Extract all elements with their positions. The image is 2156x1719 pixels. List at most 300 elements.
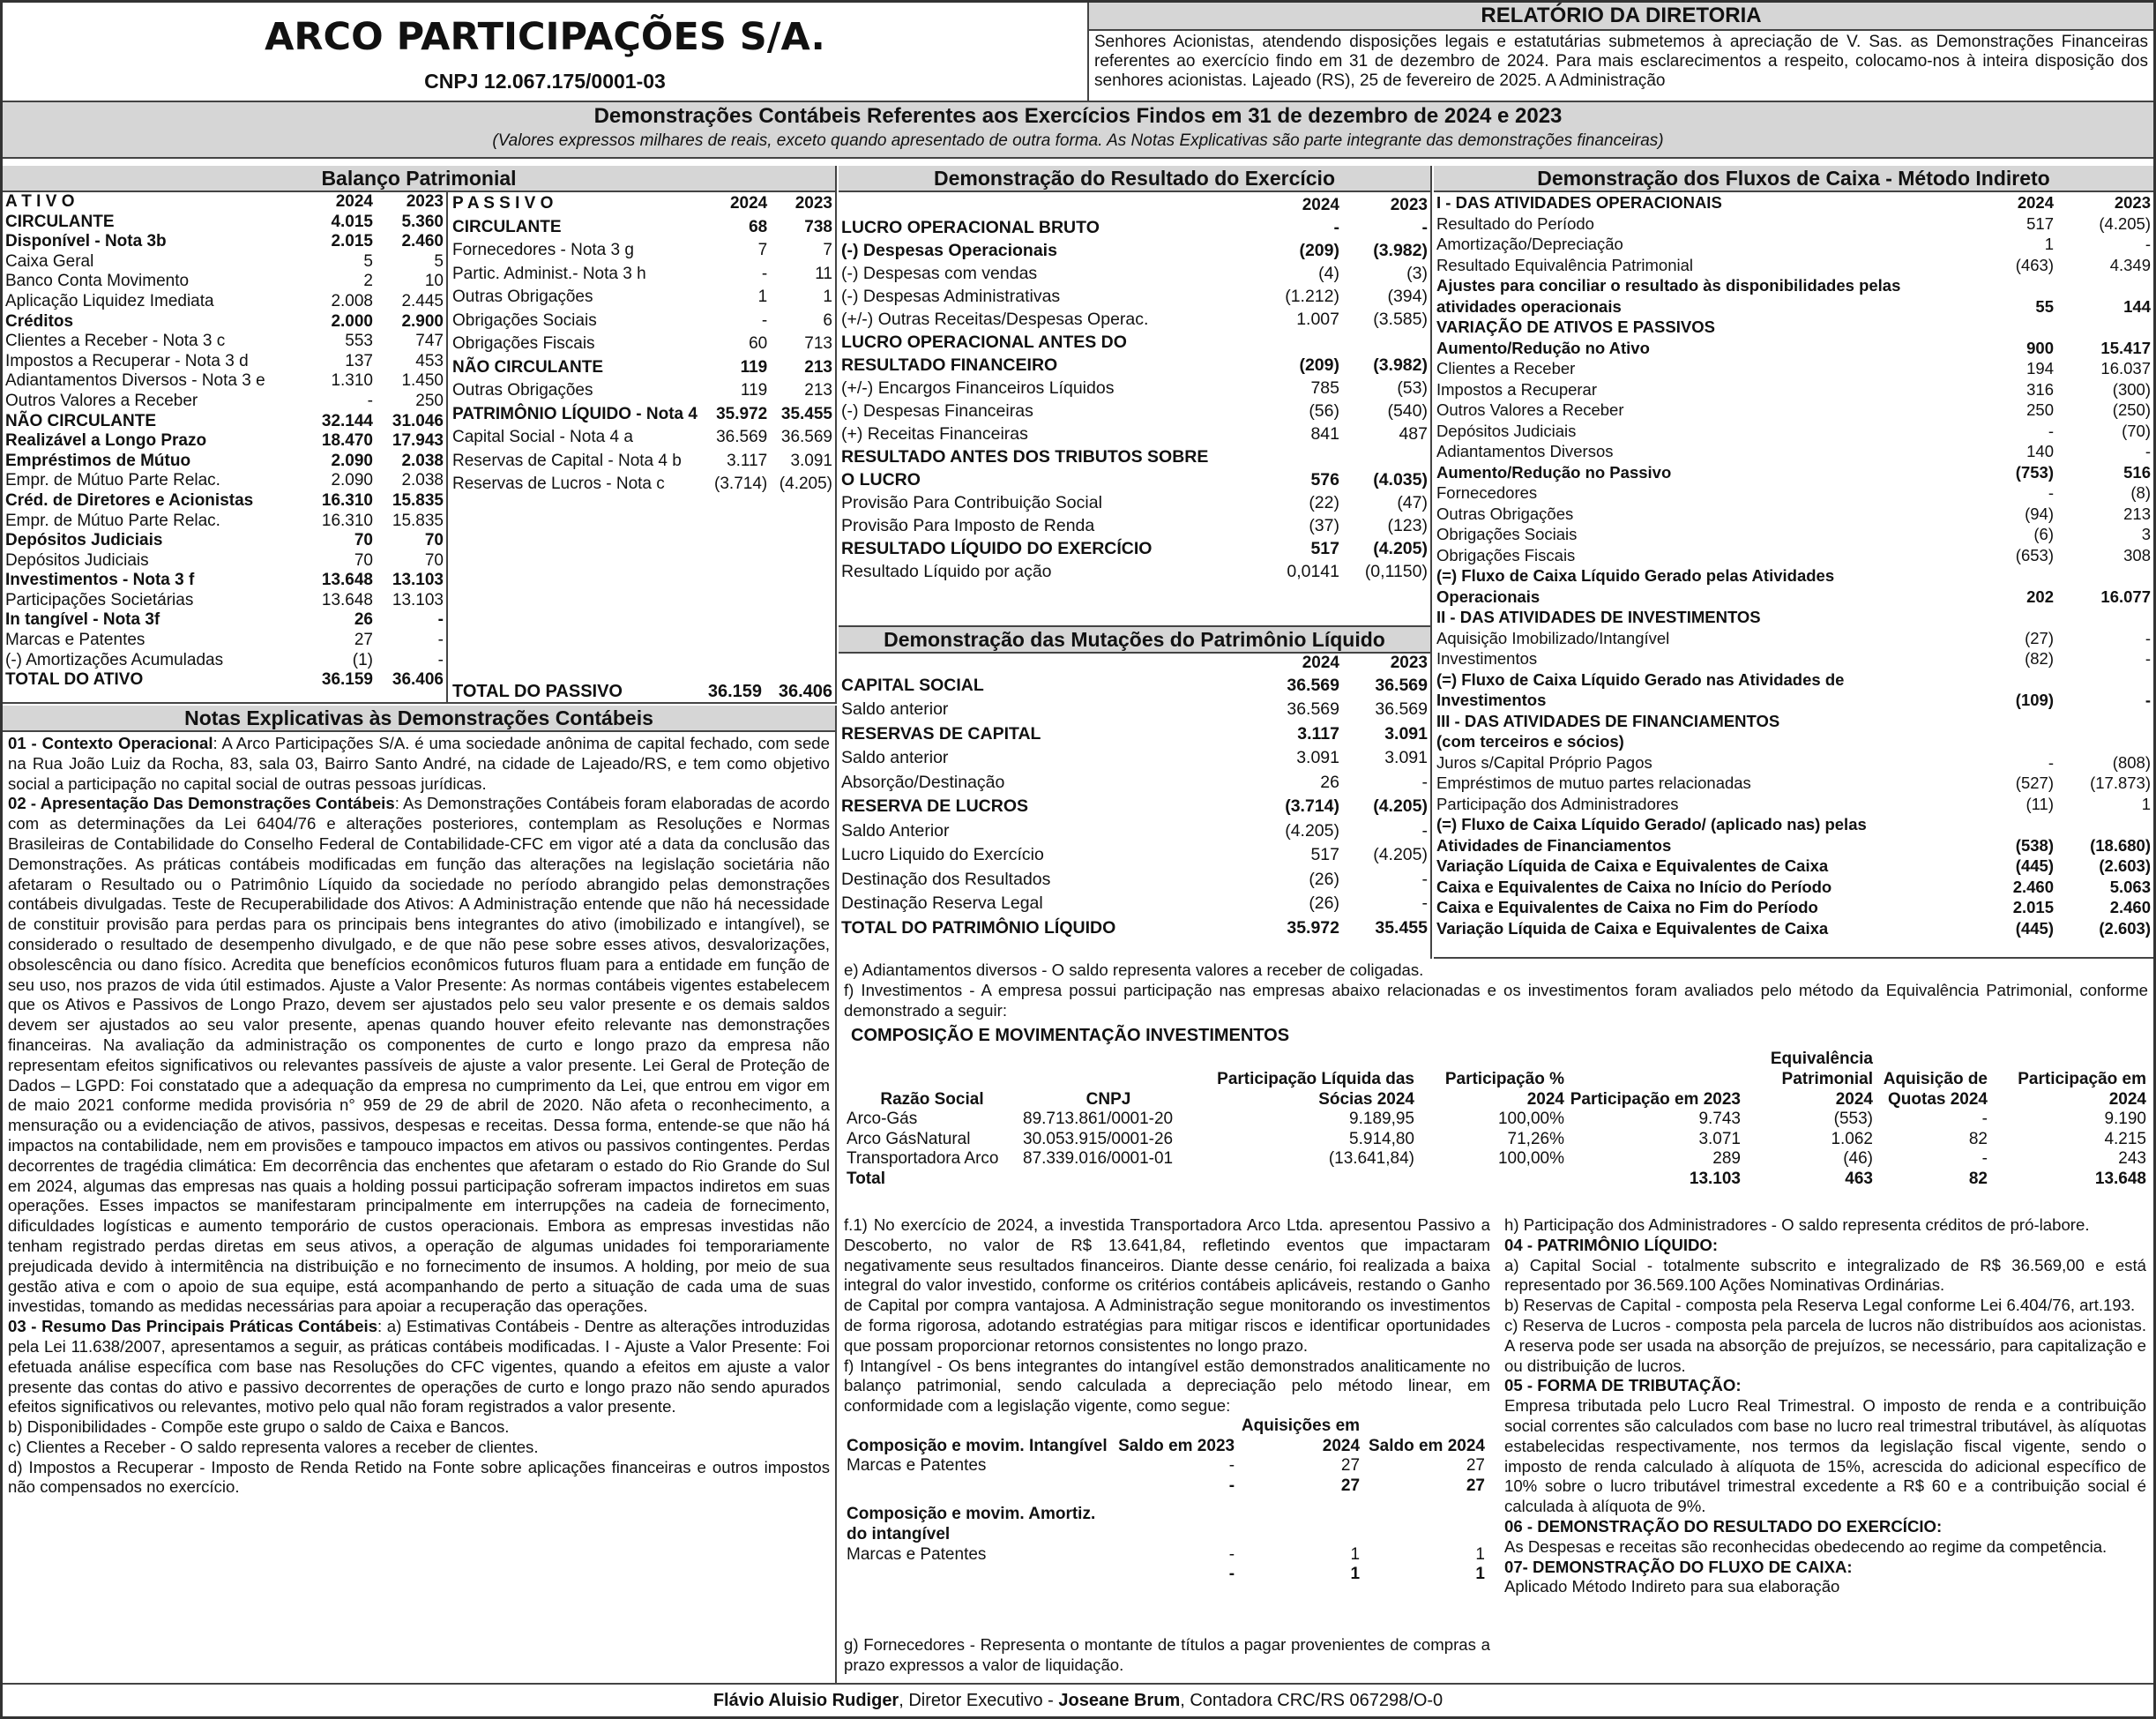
- dfc-row: [1434, 275, 2153, 296]
- ativo-label: Investimentos - Nota 3 f: [5, 571, 195, 590]
- passivo-value-2024: 1: [757, 288, 768, 306]
- ativo-value-2023: 10: [424, 272, 444, 291]
- dfc-value-2023: [2056, 317, 2153, 338]
- dfc-label: Caixa e Equivalentes de Caixa no Fim do Período: [1436, 898, 1818, 916]
- dfc-value-2024: -: [2048, 752, 2054, 772]
- ativo-label: Caixa Geral: [5, 251, 94, 271]
- dfc-row: [1434, 897, 2153, 918]
- dre-value-2024: (22): [1309, 492, 1339, 512]
- investimentos-cell: -: [1981, 1149, 1988, 1169]
- signer-1-role: , Diretor Executivo -: [899, 1691, 1059, 1710]
- investimentos-header-cell: Participação Líquida das Sócias 2024: [1217, 1069, 1414, 1109]
- investimentos-cell: 5.914,80: [1349, 1129, 1414, 1148]
- ativo-value-2024: 1.310: [331, 371, 373, 391]
- note-text: c) Reserva de Lucros - composta pela parcela de lucros não distribuídos aos acionistas. A reserva pode ser usada na absorção de prejuízos, se necessário, para capitalização e ou distribuição de lucros.: [1504, 1315, 2146, 1375]
- dmpl-row: [839, 868, 1430, 893]
- notas-section: [3, 706, 837, 1683]
- dfc-value-2023: 516: [2123, 462, 2151, 482]
- passivo-value-2024: 36.569: [716, 428, 768, 446]
- dfc-row: [1434, 918, 2153, 939]
- dmpl-value-2024: 3.091: [1296, 748, 1339, 768]
- intangivel-header-row: [844, 1416, 1488, 1456]
- ativo-label: Empr. de Mútuo Parte Relac.: [5, 511, 220, 530]
- dre-label: (-) Despesas Financeiras: [841, 400, 1033, 421]
- dre-label: LUCRO OPERACIONAL BRUTO: [841, 217, 1100, 237]
- dfc-label: Caixa e Equivalentes de Caixa no Início do Período: [1436, 877, 1832, 896]
- note-e: e) Adiantamentos diversos - O saldo representa valores a receber de coligadas.: [844, 960, 1424, 979]
- passivo-value-2023: 738: [804, 217, 832, 236]
- dfc-row: [1434, 731, 2153, 752]
- ativo-value-2023: 15.835: [392, 490, 444, 510]
- dfc-row: [1434, 482, 2153, 504]
- dfc-label: I - DAS ATIVIDADES OPERACIONAIS: [1436, 193, 1722, 212]
- ativo-value-2024: 26: [354, 610, 373, 630]
- dmpl-row: [839, 843, 1430, 868]
- dfc-label: Obrigações Sociais: [1436, 525, 1578, 543]
- dfc-value-2023: [2056, 275, 2153, 296]
- dre-row: [839, 285, 1430, 308]
- dmpl-value-2023: 35.455: [1375, 917, 1428, 938]
- dfc-label: Depósitos Judiciais: [1436, 421, 1577, 440]
- dmpl-row: [839, 698, 1430, 722]
- dfc-label: Empréstimos de mutuo partes relacionadas: [1436, 774, 1751, 792]
- note-paragraph: [1504, 1537, 2146, 1558]
- dfc-value-2023: 1: [2141, 794, 2151, 813]
- dfc-value-2023: [2056, 565, 2153, 587]
- dfc-value-2023: (8): [2130, 483, 2151, 502]
- ativo-row: [3, 531, 446, 551]
- investimentos-cell: 289: [1712, 1149, 1741, 1169]
- empty-cell: [1237, 1496, 1362, 1544]
- dmpl-label: Destinação Reserva Legal: [841, 893, 1043, 914]
- dfc-value-2024: [1959, 814, 2056, 835]
- ativo-value-2023: 2.460: [401, 232, 444, 251]
- ativo-value-2023: 5: [434, 251, 444, 271]
- note-paragraph: [8, 734, 830, 794]
- note-text: Empresa tributada pelo Lucro Real Trimestral. O imposto de renda e a contribuição social correntes são calculados com base no lucro real trimestral tributável, às alíquotas estabelecidas respectivamente, nos termos da legislação fiscal vigente, sendo o imposto de renda calculado à alíquota de 15%, acrescida do adicional específico de 10% sobre o lucro tributável trimestral excedente a R$ 60 e a contribuição social é calculada à alíquota de 9%.: [1504, 1396, 2146, 1516]
- dmpl-value-2023: 3.091: [1384, 748, 1428, 768]
- investimentos-cell: Arco GásNatural: [847, 1129, 971, 1148]
- dmpl-value-2024: 26: [1320, 772, 1339, 792]
- dmpl-table: [839, 654, 1430, 940]
- investimentos-header-cell: Aquisição de Quotas 2024: [1883, 1069, 1988, 1109]
- dre-label: Resultado Líquido por ação: [841, 561, 1052, 581]
- dre-label: (+/-) Encargos Financeiros Líquidos: [841, 377, 1115, 398]
- dfc-row: [1434, 358, 2153, 379]
- dre-row: [839, 377, 1430, 400]
- dfc-value-2023: [2056, 731, 2153, 752]
- ativo-value-2023: 13.103: [392, 590, 444, 609]
- ativo-label: Disponível - Nota 3b: [5, 232, 167, 251]
- intangivel-header-cell: Aquisições em 2024: [1241, 1416, 1361, 1455]
- note-text: c) Clientes a Receber - O saldo representa valores a receber de clientes.: [8, 1437, 539, 1456]
- dfc-label: Clientes a Receber: [1436, 359, 1576, 377]
- dfc-label: Resultado Equivalência Patrimonial: [1436, 255, 1694, 274]
- total-passivo-2024: 36.159: [707, 682, 762, 702]
- passivo-row: [450, 286, 835, 310]
- dre-value-2024: (4): [1318, 263, 1339, 283]
- dfc-value-2023: (4.205): [2099, 213, 2151, 233]
- dre-value-2023: (4.205): [1373, 538, 1428, 558]
- ativo-value-2024: 16.310: [321, 511, 373, 530]
- dfc-label: (com terceiros e sócios): [1436, 732, 1624, 751]
- dre-row: [839, 514, 1430, 537]
- investimentos-cell: (13.641,84): [1328, 1149, 1414, 1169]
- dre-row: [839, 239, 1430, 262]
- comp-title: COMPOSIÇÃO E MOVIMENTAÇÃO INVESTIMENTOS: [851, 1026, 1290, 1046]
- note-paragraph: [1504, 1256, 2146, 1297]
- investimentos-cell: 9.190: [2104, 1110, 2146, 1129]
- passivo-label: NÃO CIRCULANTE: [452, 357, 603, 377]
- intangivel-table: [844, 1416, 1488, 1585]
- passivo-label: Outras Obrigações: [452, 381, 593, 400]
- ativo-table: [3, 192, 446, 691]
- dfc-value-2023: 2023: [2114, 193, 2151, 212]
- dfc-label: Atividades de Financiamentos: [1436, 835, 1672, 855]
- ativo-label: Depósitos Judiciais: [5, 550, 149, 570]
- investimentos-cell: -: [1981, 1110, 1988, 1129]
- note-paragraph: [1504, 1215, 2146, 1236]
- dfc-label: Variação Líquida de Caixa e Equivalentes de Caixa: [1436, 918, 1829, 938]
- dre-value-2024: 517: [1310, 538, 1339, 558]
- dfc-value-2023: 4.349: [2109, 255, 2151, 274]
- intangivel-cell: Marcas e Patentes: [847, 1456, 987, 1476]
- amortizacao-cell: 1: [1350, 1544, 1361, 1564]
- company-cnpj: CNPJ 12.067.175/0001-03: [424, 70, 666, 93]
- ativo-label: Banco Conta Movimento: [5, 272, 190, 291]
- ativo-label: TOTAL DO ATIVO: [5, 670, 144, 690]
- investimentos-cell: 243: [2118, 1149, 2146, 1169]
- ativo-value-2023: 70: [424, 531, 444, 550]
- dre-label: Provisão Para Contribuição Social: [841, 492, 1102, 512]
- ativo-label: Outros Valores a Receber: [5, 391, 198, 410]
- ativo-value-2023: 17.943: [392, 431, 444, 451]
- passivo-row: [450, 333, 835, 356]
- signer-1-name: Flávio Aluisio Rudiger: [712, 1691, 899, 1710]
- investimentos-cell: (553): [1833, 1110, 1873, 1129]
- ativo-label: Créditos: [5, 311, 74, 331]
- dfc-row: [1434, 628, 2153, 649]
- dre-row: [839, 468, 1430, 491]
- ativo-value-2023: 250: [415, 391, 444, 410]
- ativo-row: [3, 371, 446, 392]
- passivo-column: [450, 192, 835, 702]
- note-f1: f.1) No exercício de 2024, a investida Transportadora Arco Ltda. apresentou Passivo a Descoberto, no valor de R$ 13.641,84, refletindo eventos que impactaram negativamente seus resultados financeiros. Diante desse cenário, foi realizada a baixa integral do valor investido, conforme os critérios contábeis aplicáveis, restando o Ganho de Capital por compra vantajosa. A Administração segue monitorando os investimentos de forma rigorosa, adotando estratégias para mitigar riscos e identificar oportunidades que possam proporcionar retornos consistentes no longo prazo.: [844, 1215, 1490, 1355]
- passivo-row: [450, 310, 835, 333]
- dfc-row: [1434, 441, 2153, 462]
- note-text: : a) Estimativas Contábeis - Dentre as alterações introduzidas pela Lei 11.638/2007, apresentamos a seguir, as práticas contábeis modificadas. I - Ajuste a Valor Presente: Foi efetuada análise específica com base nas Resoluções do CFC vigentes, quando a efeitos em ajuste a valor presente das contas do ativo e passivo decorrentes de operações de curto e longo prazo não sendo apurados efeitos significativos ou relevantes, motivo pelo qual não foram registrados a valor presente.: [8, 1317, 830, 1416]
- ativo-label: Realizável a Longo Prazo: [5, 431, 207, 451]
- investimentos-cell: 100,00%: [1497, 1149, 1564, 1169]
- intangivel-cell: 27: [1466, 1456, 1485, 1476]
- ativo-value-2024: 2: [363, 272, 373, 291]
- dfc-row: [1434, 504, 2153, 525]
- note-text: b) Disponibilidades - Compõe este grupo o saldo de Caixa e Bancos.: [8, 1417, 510, 1437]
- dfc-row: [1434, 669, 2153, 691]
- note-paragraph: [1504, 1376, 2146, 1396]
- dre-label: (-) Despesas Operacionais: [841, 240, 1057, 260]
- dre-row: [839, 308, 1430, 331]
- investimentos-cell: 87.339.016/0001-01: [1023, 1149, 1174, 1169]
- notas-title: Notas Explicativas às Demonstrações Contábeis: [3, 706, 835, 732]
- dre-value-2024: (209): [1299, 355, 1339, 375]
- investimentos-cell: (46): [1843, 1149, 1873, 1169]
- dmpl-row: [839, 892, 1430, 916]
- amortizacao-row: [844, 1565, 1488, 1585]
- amortizacao-row: [844, 1545, 1488, 1566]
- dre-value-2023: (0,1150): [1364, 561, 1428, 581]
- investimentos-cell: 9.743: [1698, 1110, 1741, 1129]
- note-paragraph: [8, 1438, 830, 1458]
- investimentos-header-cell: Participação % 2024: [1444, 1069, 1564, 1109]
- dmpl-row: [839, 916, 1430, 941]
- dfc-value-2024: (527): [2015, 774, 2054, 792]
- dre-value-2024: -: [1333, 217, 1339, 237]
- dmpl-value-2024: (26): [1309, 869, 1339, 889]
- dfc-label: (=) Fluxo de Caixa Líquido Gerado/ (aplicado nas) pelas: [1436, 815, 1867, 833]
- ativo-value-2024: 27: [354, 631, 373, 650]
- ativo-row: [3, 670, 446, 691]
- dre-value-2024: 0,0141: [1287, 561, 1339, 581]
- dfc-value-2024: (11): [2025, 794, 2054, 813]
- empty-cell: [1362, 1496, 1488, 1544]
- dmpl-year-2024: 2024: [1302, 654, 1339, 672]
- investimentos-cell: Transportadora Arco: [847, 1149, 999, 1169]
- amortizacao-cell: 1: [1350, 1565, 1361, 1584]
- dfc-value-2024: (538): [2015, 835, 2054, 855]
- dre-section: [839, 166, 1432, 625]
- ativo-value-2023: -: [437, 650, 444, 669]
- dre-label: RESULTADO LÍQUIDO DO EXERCÍCIO: [841, 538, 1153, 558]
- signer-2-name: Joseane Brum: [1058, 1691, 1181, 1710]
- dfc-value-2023: (300): [2112, 379, 2151, 399]
- dmpl-value-2023: 36.569: [1375, 675, 1428, 695]
- dre-value-2023: (3): [1406, 263, 1428, 283]
- dfc-label: II - DAS ATIVIDADES DE INVESTIMENTOS: [1436, 608, 1761, 626]
- dre-label: LUCRO OPERACIONAL ANTES DO: [841, 332, 1127, 352]
- passivo-row: [450, 379, 835, 403]
- dre-value-2023: (123): [1387, 515, 1428, 535]
- dfc-label: Investimentos: [1436, 691, 1547, 709]
- note-paragraph: [8, 794, 830, 1317]
- passivo-value-2023: 1: [823, 288, 832, 306]
- dfc-value-2023: 308: [2123, 545, 2151, 564]
- total-passivo: [450, 682, 835, 702]
- dfc-label: Juros s/Capital Próprio Pagos: [1436, 752, 1652, 772]
- dfc-value-2024: 140: [2026, 442, 2054, 460]
- dre-value-2023: (3.982): [1373, 240, 1428, 260]
- dfc-value-2024: [1959, 711, 2056, 732]
- ativo-column: [3, 192, 448, 702]
- dre-row: [839, 331, 1430, 354]
- ativo-row: [3, 431, 446, 452]
- ativo-value-2023: 1.450: [401, 371, 444, 391]
- dmpl-value-2023: 3.091: [1384, 723, 1428, 744]
- ativo-row: [3, 610, 446, 631]
- passivo-value-2024: 60: [749, 334, 768, 353]
- ativo-value-2024: (1): [352, 650, 373, 669]
- dre-title: Demonstração do Resultado do Exercício: [839, 166, 1430, 192]
- dmpl-label: CAPITAL SOCIAL: [841, 675, 984, 695]
- banner-title: Demonstrações Contábeis Referentes aos Exercícios Findos em 31 de dezembro de 2024 e 2023: [593, 104, 1563, 128]
- passivo-row: [450, 403, 835, 427]
- passivo-label: Partic. Administ.- Nota 3 h: [452, 264, 646, 283]
- dmpl-label: Destinação dos Resultados: [841, 869, 1051, 889]
- dfc-row: [1434, 690, 2153, 711]
- dfc-value-2024: (653): [2015, 545, 2054, 564]
- dfc-value-2023: (250): [2112, 400, 2151, 419]
- intangivel-cell: 27: [1340, 1476, 1361, 1495]
- ativo-label: In tangível - Nota 3f: [5, 610, 160, 630]
- ativo-value-2024: 70: [354, 550, 373, 570]
- dfc-value-2023: -: [2145, 628, 2151, 647]
- dfc-value-2023: [2056, 711, 2153, 732]
- passivo-label: Obrigações Sociais: [452, 310, 597, 330]
- dfc-row: [1434, 255, 2153, 276]
- note-paragraph: [1504, 1558, 2146, 1578]
- dfc-row: [1434, 648, 2153, 669]
- dmpl-row: [839, 819, 1430, 844]
- ativo-label: NÃO CIRCULANTE: [5, 411, 156, 430]
- intangivel-row: [844, 1456, 1488, 1476]
- dfc-row: [1434, 773, 2153, 794]
- dfc-value-2023: 3: [2141, 525, 2151, 543]
- ativo-value-2024: 2.000: [331, 311, 373, 331]
- ativo-row: [3, 412, 446, 432]
- passivo-value-2024: (3.714): [714, 475, 768, 493]
- investimentos-row: [844, 1110, 2149, 1130]
- dmpl-value-2023: (4.205): [1373, 845, 1428, 865]
- amortizacao-cell: Marcas e Patentes: [847, 1544, 987, 1564]
- dfc-value-2023: 15.417: [2100, 338, 2151, 357]
- dre-table: [839, 196, 1430, 583]
- passivo-value-2024: -: [761, 264, 768, 283]
- note-text: d) Impostos a Recuperar - Imposto de Renda Retido na Fonte sobre aplicações financeiras e outros impostos não compensados no exercício.: [8, 1457, 830, 1497]
- investimentos-cell: Arco-Gás: [847, 1110, 918, 1129]
- ativo-row: [3, 312, 446, 333]
- dfc-value-2023: (17.873): [2090, 774, 2151, 792]
- note-paragraph: [8, 1317, 830, 1417]
- investimentos-total-cell: Total: [847, 1169, 885, 1188]
- ativo-label: Empréstimos de Mútuo: [5, 451, 191, 470]
- ativo-value-2023: 453: [415, 351, 444, 370]
- dfc-value-2024: 202: [2026, 587, 2054, 606]
- ativo-value-2023: 70: [424, 550, 444, 570]
- ativo-label: Clientes a Receber - Nota 3 c: [5, 332, 226, 351]
- passivo-value-2024: 7: [757, 241, 768, 259]
- ativo-value-2024: 2.090: [331, 451, 373, 470]
- ativo-row: [3, 252, 446, 273]
- intangivel-cell: 27: [1466, 1476, 1485, 1495]
- investimentos-header-cell: Participação em 2023: [1570, 1089, 1741, 1109]
- dfc-value-2023: (70): [2122, 421, 2151, 440]
- investimentos-total-cell: 13.103: [1689, 1169, 1741, 1188]
- investimentos-total-cell: [1197, 1170, 1417, 1190]
- dmpl-value-2023: 36.569: [1375, 699, 1428, 720]
- ativo-value-2023: 2023: [406, 192, 444, 211]
- dfc-value-2024: 900: [2026, 338, 2054, 357]
- passivo-value-2024: 119: [740, 357, 768, 377]
- note-text: b) Reservas de Capital - composta pela Reserva Legal conforme Lei 6.404/76, art.193.: [1504, 1296, 2136, 1315]
- dfc-label: Variação Líquida de Caixa e Equivalentes de Caixa: [1436, 856, 1829, 875]
- dfc-table: [1434, 192, 2153, 938]
- ativo-value-2023: -: [437, 610, 444, 630]
- dre-label: Provisão Para Imposto de Renda: [841, 515, 1095, 535]
- passivo-value-2023: 6: [823, 310, 832, 330]
- investimentos-cell: 3.071: [1698, 1129, 1741, 1148]
- dfc-row: [1434, 752, 2153, 774]
- dfc-label: Obrigações Fiscais: [1436, 545, 1576, 564]
- dfc-value-2024: [1959, 317, 2056, 338]
- amortizacao-cell: [844, 1565, 1112, 1585]
- dmpl-year-2023: 2023: [1390, 654, 1428, 672]
- dmpl-value-2024: (4.205): [1285, 820, 1339, 841]
- total-passivo-2023: 36.406: [778, 682, 832, 702]
- note-text: Aplicado Método Indireto para sua elaboração: [1504, 1577, 1840, 1596]
- note-paragraph: [1504, 1396, 2146, 1517]
- passivo-label: P A S S I V O: [452, 194, 554, 213]
- dfc-value-2024: 517: [2026, 213, 2054, 233]
- investimentos-total-cell: 463: [1845, 1169, 1873, 1188]
- note-f-intangivel: f) Intangível - Os bens integrantes do intangível estão demonstrados analiticamente no balanço patrimonial, sendo calculada a depreciação pelo método linear, em conformidade com a legislação vigente, como segue:: [844, 1356, 1490, 1416]
- ativo-value-2024: 137: [345, 351, 373, 370]
- dmpl-label: Absorção/Destinação: [841, 772, 1005, 792]
- dmpl-value-2023: (4.205): [1373, 796, 1428, 817]
- dfc-label: Aquisição Imobilizado/Intangível: [1436, 628, 1670, 647]
- ativo-value-2024: -: [367, 391, 373, 410]
- ativo-row: [3, 332, 446, 352]
- dmpl-label: Saldo Anterior: [841, 820, 950, 841]
- dre-value-2023: (394): [1387, 286, 1428, 306]
- passivo-label: Fornecedores - Nota 3 g: [452, 241, 634, 259]
- note-f: f) Investimentos - A empresa possui participação nas empresas abaixo relacionadas e os investimentos foram avaliados pelo método da Equivalência Patrimonial, conforme demonstrado a seguir:: [844, 980, 2148, 1020]
- investimentos-cell: 89.713.861/0001-20: [1023, 1110, 1174, 1129]
- dmpl-label: Saldo anterior: [841, 748, 949, 768]
- passivo-label: CIRCULANTE: [452, 217, 562, 236]
- dre-label: RESULTADO ANTES DOS TRIBUTOS SOBRE: [841, 446, 1209, 467]
- ativo-value-2024: 32.144: [321, 411, 373, 430]
- dfc-row: [1434, 814, 2153, 835]
- investimentos-total-cell: [1417, 1170, 1567, 1190]
- ativo-value-2024: 2.008: [331, 291, 373, 310]
- relatorio-title: RELATÓRIO DA DIRETORIA: [1089, 3, 2153, 31]
- note-paragraph: [1504, 1577, 2146, 1597]
- dfc-value-2023: [2056, 607, 2153, 628]
- passivo-value-2023: 213: [804, 381, 832, 400]
- intangivel-row: [844, 1476, 1488, 1497]
- dfc-row: [1434, 835, 2153, 856]
- passivo-value-2024: 35.972: [716, 404, 768, 423]
- ativo-value-2023: 2.038: [401, 451, 444, 470]
- passivo-value-2023: 2023: [795, 194, 832, 213]
- note-text: As Despesas e receitas são reconhecidas obedecendo ao regime da competência.: [1504, 1536, 2108, 1556]
- dre-value-2024: (209): [1299, 240, 1339, 260]
- dre-value-2023: [1342, 445, 1430, 468]
- investimentos-cell: 100,00%: [1497, 1110, 1564, 1129]
- dmpl-label: RESERVAS DE CAPITAL: [841, 723, 1041, 744]
- ativo-value-2023: 747: [415, 332, 444, 351]
- total-passivo-label: TOTAL DO PASSIVO: [452, 682, 623, 702]
- company-header: [3, 3, 1089, 102]
- ativo-label: (-) Amortizações Acumuladas: [5, 650, 224, 669]
- ativo-row: [3, 352, 446, 372]
- footer-signatures: [3, 1683, 2153, 1716]
- dre-row: [839, 262, 1430, 285]
- investimentos-header-cell: CNPJ: [1085, 1089, 1131, 1109]
- passivo-value-2024: 2024: [729, 194, 768, 213]
- note-heading: 02 - Apresentação Das Demonstrações Contábeis: [8, 794, 395, 813]
- dfc-value-2024: -: [2048, 421, 2054, 440]
